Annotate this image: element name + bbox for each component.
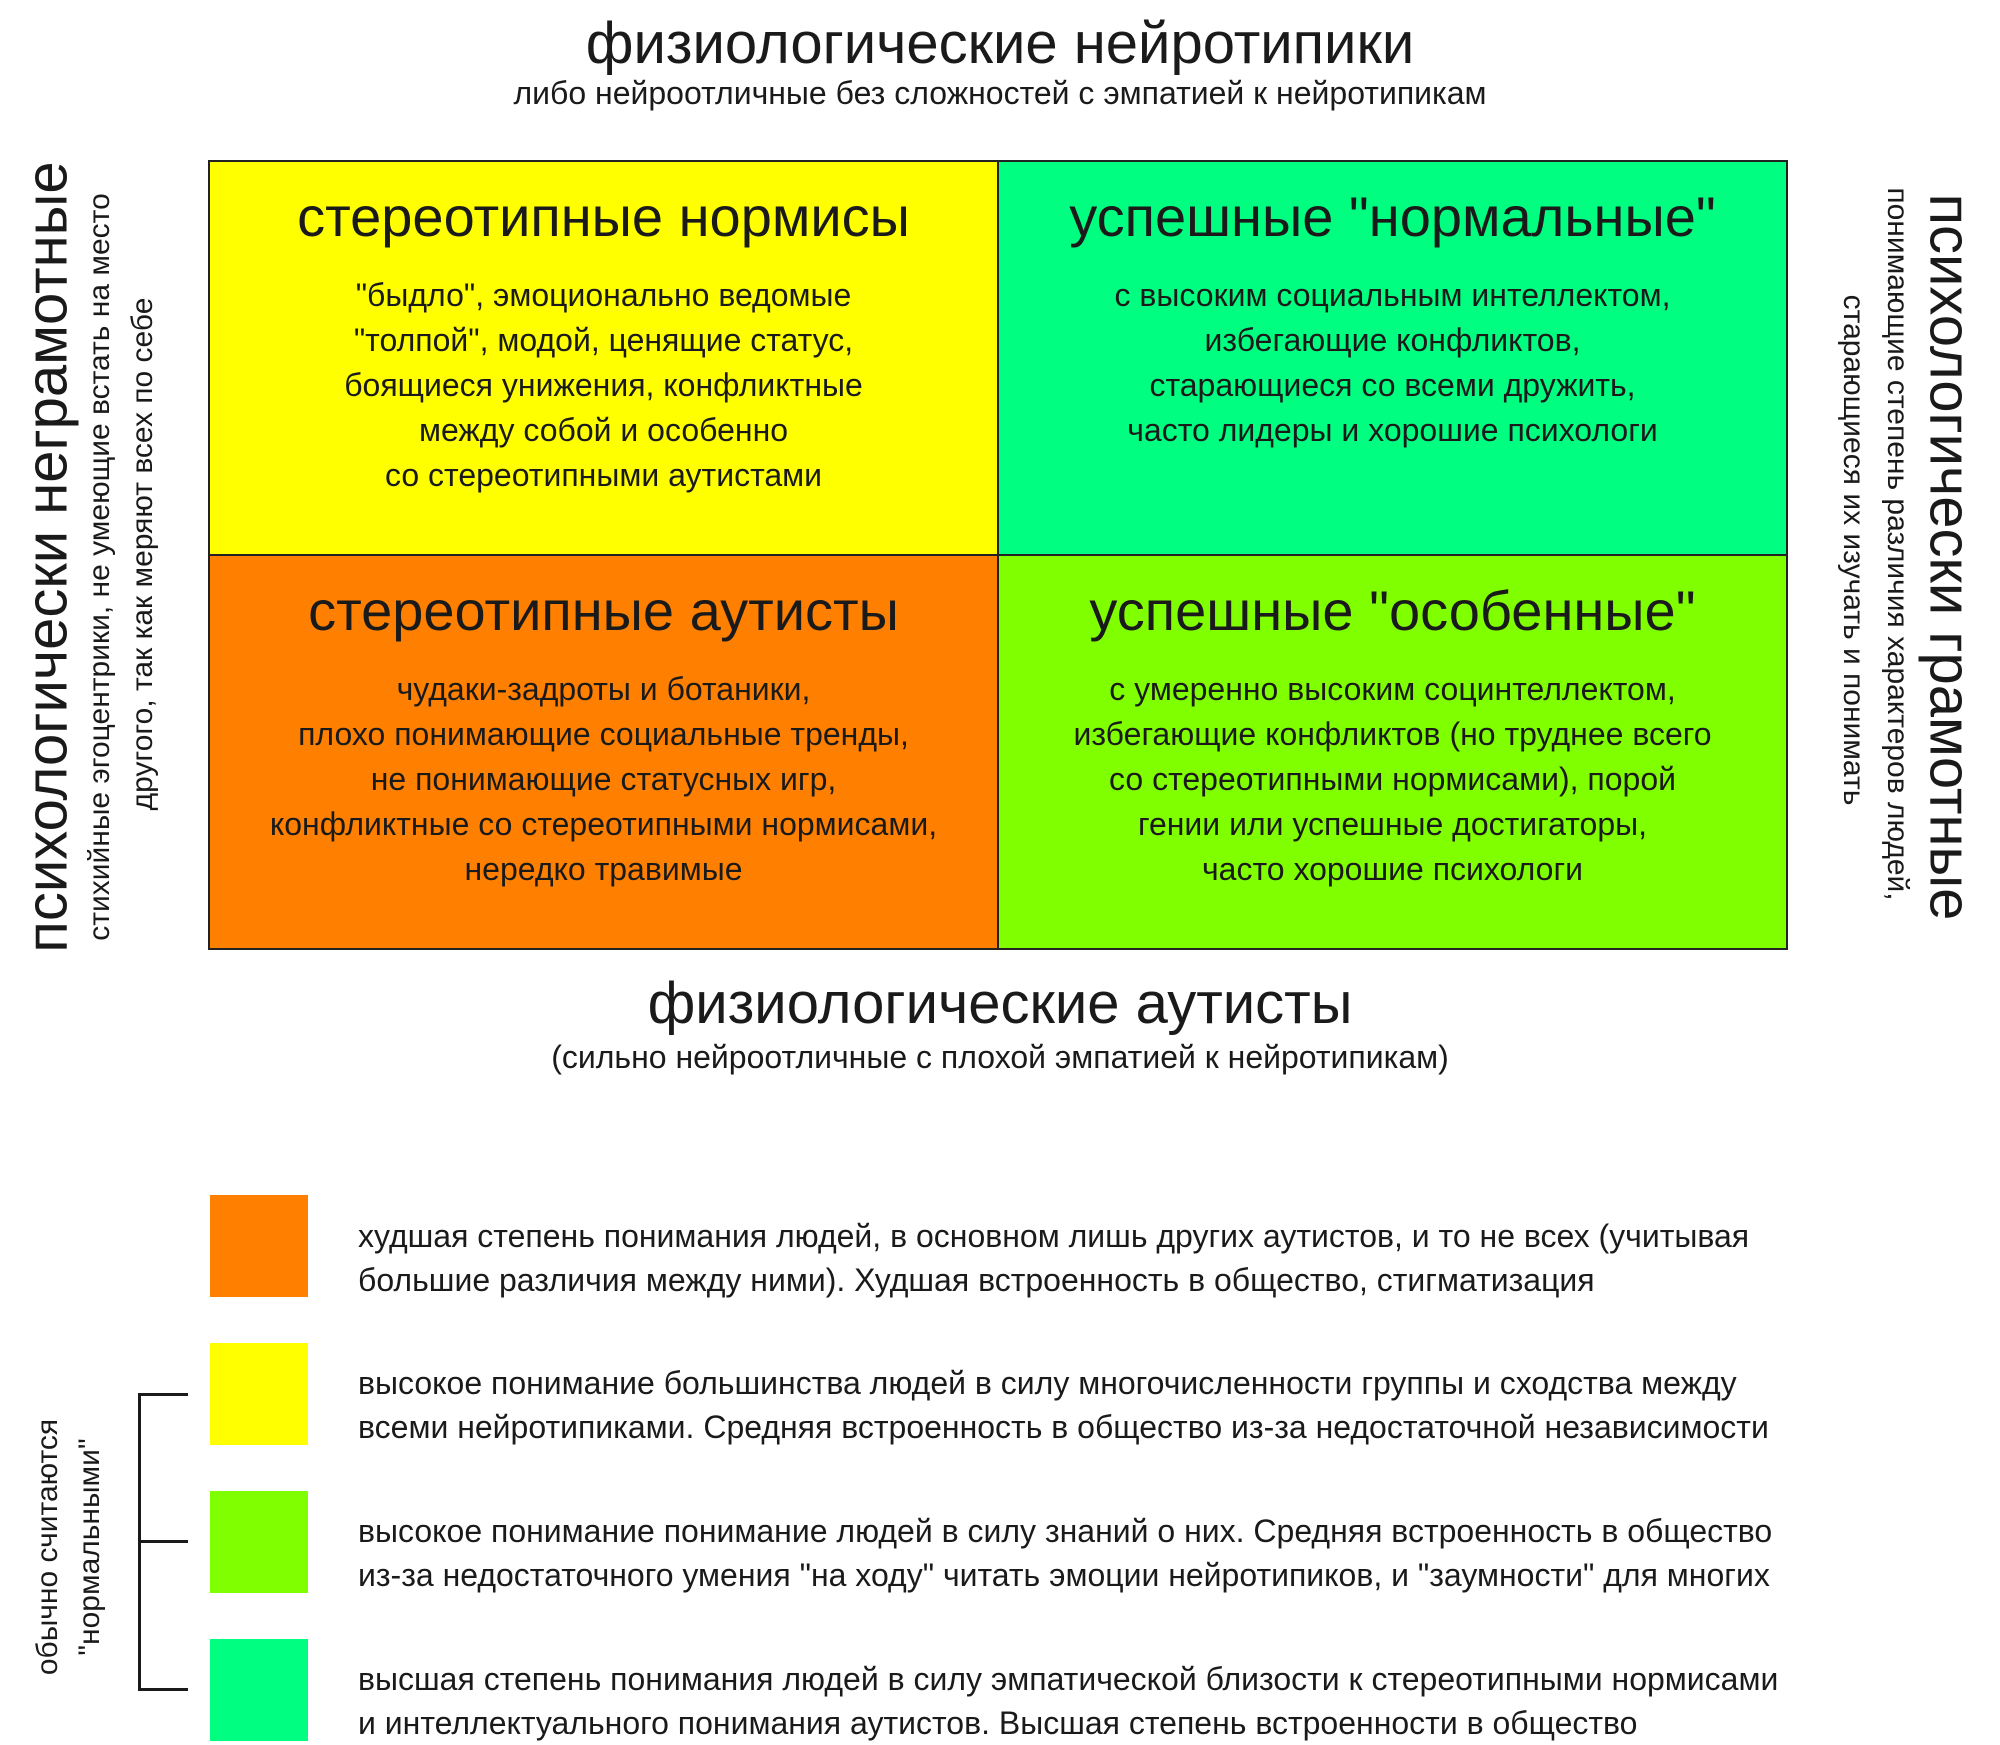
bracket-label-line1: обычно считаются — [31, 1418, 64, 1676]
legend-text-lime: высокое понимание понимание людей в силу знаний о них. Средняя встроенность в общество из-за недостаточного умения "на ходу" читать эмоции нейротипиков, и "заумности" для многих — [358, 1513, 1773, 1593]
quadrant-description: с умеренно высоким социнтеллектом, избегающие конфликтов (но труднее всего со стереотипными нормисами), порой гении или успешные достигаторы, часто хорошие психологи — [1073, 671, 1712, 887]
legend-swatch-yellow — [210, 1343, 308, 1445]
quadrant-description: "быдло", эмоционально ведомые "толпой", модой, ценящие статус, боящиеся унижения, конфликтные между собой и особенно со стереотипными аутистами — [344, 277, 863, 493]
quadrant-grid — [208, 160, 1788, 950]
legend-text-spring-green: высшая степень понимания людей в силу эмпатической близости к стереотипными нормисами и интеллектуального понимания аутистов. Высшая степень встроенности в общество — [358, 1661, 1779, 1741]
quadrant-bottom-right — [998, 555, 1786, 948]
legend-text-yellow: высокое понимание большинства людей в силу многочисленности группы и сходства между всеми нейротипиками. Средняя встроенность в общество из-за недостаточной независимости — [358, 1365, 1769, 1445]
right-axis-subtitle-line2: старающиеся их изучать и понимать — [1837, 294, 1870, 806]
top-axis-subtitle: либо нейроотличные без сложностей с эмпатией к нейротипикам — [513, 75, 1487, 111]
right-axis-subtitle-line1: понимающие степень различия характеров людей, — [1881, 187, 1914, 901]
quadrant-top-right — [998, 162, 1786, 555]
quadrant-description: чудаки-задроты и ботаники, плохо понимающие социальные тренды, не понимающие статусных игр, конфликтные со стереотипными нормисами, нередко травимые — [269, 671, 938, 887]
quadrant-title: успешные "особенные" — [1089, 579, 1696, 642]
bracket-label-line2: "нормальными" — [73, 1438, 106, 1656]
legend-swatch-lime — [210, 1491, 308, 1593]
legend-text-orange: худшая степень понимания людей, в основном лишь других аутистов, и то не всех (учитывая большие различия между ними). Худшая встроенность в общество, стигматизация — [358, 1218, 1750, 1298]
quadrant-title: успешные "нормальные" — [1069, 185, 1716, 248]
quadrant-bottom-left — [210, 555, 998, 948]
left-axis-title: психологически неграмотные — [14, 161, 80, 953]
top-axis-title: физиологические нейротипики — [585, 11, 1415, 76]
left-axis-subtitle-line2: другого, так как меряют всех по себе — [126, 297, 159, 811]
left-axis-subtitle-line1: стихийные эгоцентрики, не умеющие встать на место — [83, 193, 116, 941]
quadrant-description: с высоким социальным интеллектом, избегающие конфликтов, старающиеся со всеми дружить, часто лидеры и хорошие психологи — [1114, 277, 1671, 448]
legend-swatch-orange — [210, 1195, 308, 1297]
quadrant-top-left — [210, 162, 998, 555]
bottom-axis-title: физиологические аутисты — [647, 971, 1353, 1036]
right-axis-title: психологически грамотные — [1917, 193, 1983, 921]
quadrant-title: стереотипные аутисты — [308, 579, 899, 642]
quadrant-title: стереотипные нормисы — [297, 185, 910, 248]
legend-swatch-spring-green — [210, 1639, 308, 1741]
bottom-axis-subtitle: (сильно нейроотличные с плохой эмпатией к нейротипикам) — [551, 1039, 1449, 1075]
